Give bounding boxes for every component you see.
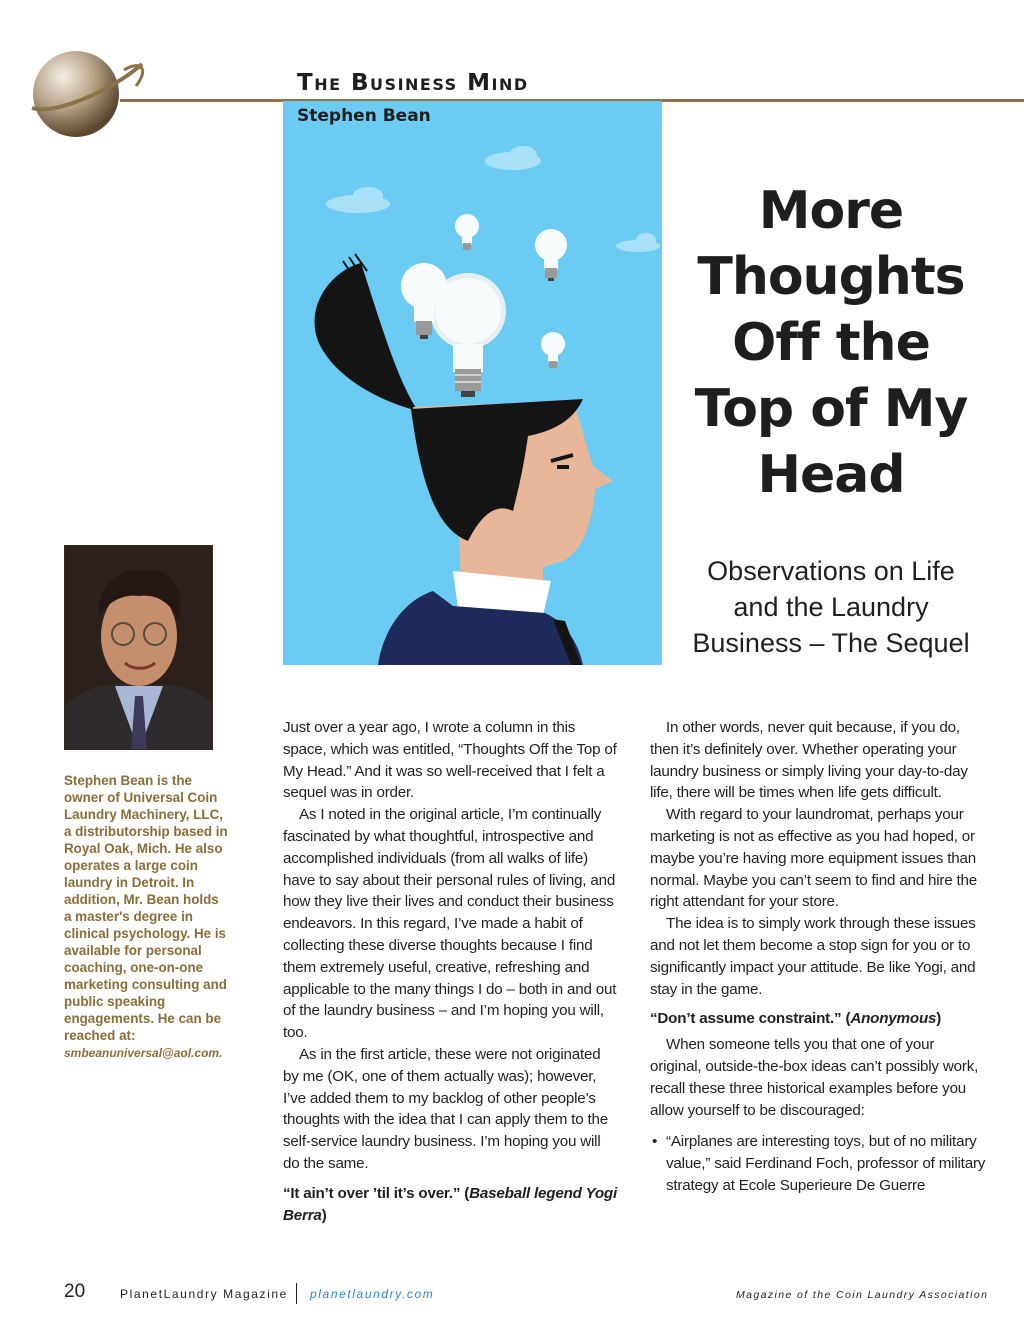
quote-close: ) — [936, 1010, 942, 1028]
subhead-line: Observations on Life — [707, 556, 955, 586]
quote-close: ) — [321, 1206, 327, 1224]
footer-association: Magazine of the Coin Laundry Association — [736, 1289, 989, 1301]
headline-line: Head — [757, 445, 905, 505]
quote-text: “It ain’t over ’til it’s over.” ( — [283, 1184, 470, 1202]
section-title: The Business Mind — [297, 70, 529, 96]
author-email: smbeanuniversal@aol.com. — [64, 1046, 223, 1060]
lightbulb-head-illustration — [283, 101, 662, 665]
byline: Stephen Bean — [297, 106, 431, 126]
footer-magazine-name: PlanetLaundry Magazine — [120, 1287, 288, 1301]
quote-text: “Don’t assume constraint.” ( — [650, 1010, 851, 1028]
body-paragraph: When someone tells you that one of your original, outside-the-box ideas can’t possibly work, recall these three historical examples before you allow yourself to be discouraged: — [650, 1036, 979, 1119]
headline-line: More — [758, 181, 904, 241]
page-number: 20 — [64, 1281, 86, 1302]
body-paragraph: In other words, never quit because, if you do, then it’s definitely over. Whether operating your laundry business or simply living your day-to-day life, there will be times when life gets difficult. — [650, 719, 968, 802]
body-column-left — [283, 717, 619, 1230]
footer-website-link[interactable]: planetlaundry.com — [310, 1287, 435, 1301]
author-bio: Stephen Bean is the owner of Universal Coin Laundry Machinery, LLC, a distributorship based in Royal Oak, Mich. He also operates a large coin laundry in Detroit. In addition, Mr. Bean holds a master's degree in clinical psychology. He is available for personal coaching, one-on-one marketing consulting and public speaking engagements. He can be reached at: — [64, 773, 228, 1043]
list-item: • “Airplanes are interesting toys, but of no military value,” said Ferdinand Foch, professor of military strategy at Ecole Superieure De Guerre — [650, 1131, 986, 1196]
quote-attribution: Baseball legend Yogi Berra — [283, 1184, 618, 1224]
headline-line: Thoughts — [697, 247, 965, 307]
pull-quote — [650, 1008, 986, 1030]
author-photo — [64, 545, 213, 750]
pull-quote — [283, 1183, 619, 1227]
article-headline — [672, 178, 990, 508]
body-paragraph: As in the first article, these were not originated by me (OK, one of them actually was); however, I’ve added them to my backlog of other people’s thoughts with the idea that I can apply them to the self-service laundry business. I’m hoping you will do the same. — [283, 1045, 608, 1172]
body-paragraph: As I noted in the original article, I’m continually fascinated by what thoughtful, introspective and accomplished individuals (from all walks of life) have to say about their personal rules of living, and how they live their lives and conduct their business endeavors. In this regard, I’ve made a habit of collecting these diverse thoughts because I find them extremely useful, creative, refreshing and applicable to the many things I do – both in and out of the laundry business – and I’m hoping you will, too. — [283, 806, 617, 1042]
planet-globe-logo-icon — [28, 46, 148, 142]
article-subhead — [676, 553, 986, 661]
headline-line: Off the — [732, 313, 930, 373]
headline-line: Top of My — [694, 379, 968, 439]
bullet-list — [650, 1131, 986, 1196]
body-column-right — [650, 717, 986, 1197]
body-paragraph: With regard to your laundromat, perhaps your marketing is not as effective as you had hoped, or maybe you’re having more equipment issues than normal. Maybe you can’t seem to find and hire the right attendant for your store. — [650, 806, 978, 911]
quote-attribution: Anonymous — [850, 1010, 937, 1028]
footer-divider — [296, 1283, 297, 1304]
subhead-line: and the Laundry — [733, 592, 929, 622]
subhead-line: Business – The Sequel — [692, 628, 970, 658]
body-paragraph: The idea is to simply work through these issues and not let them become a stop sign for you or to significantly impact your attitude. Be like Yogi, and stay in the game. — [650, 915, 976, 998]
body-paragraph: Just over a year ago, I wrote a column in this space, which was entitled, “Thoughts Off the Top of My Head.” And it was so well-received that I felt a sequel was in order. — [283, 719, 617, 802]
